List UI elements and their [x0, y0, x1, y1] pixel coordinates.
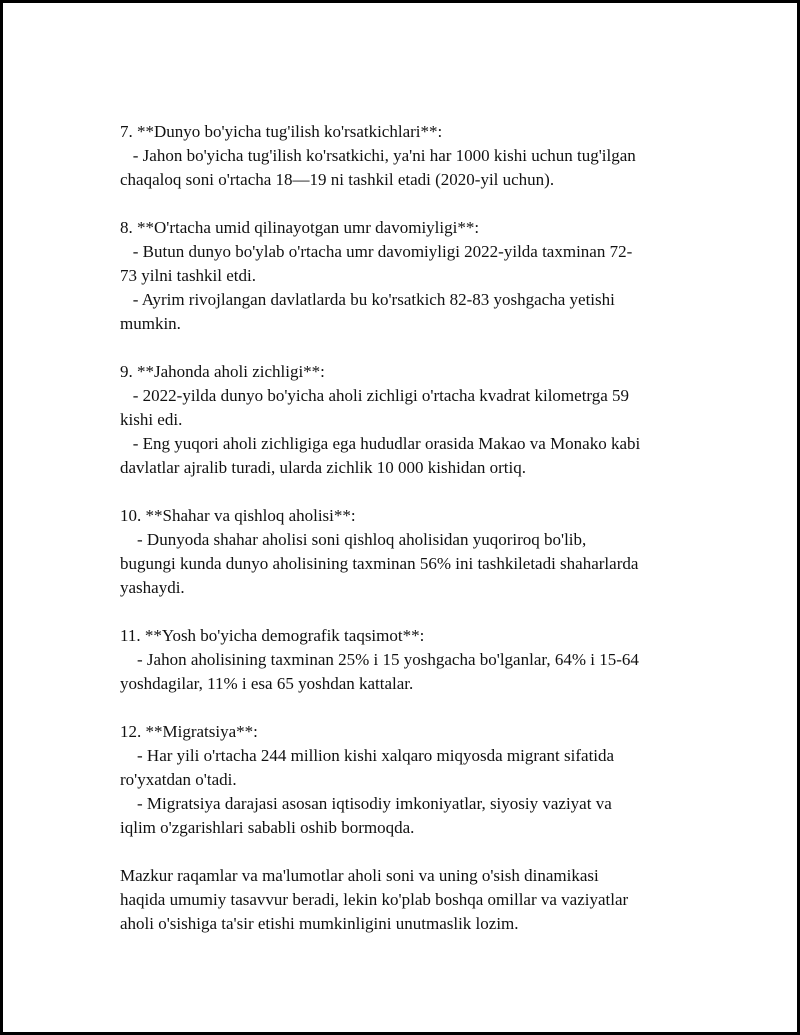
text-line: chaqaloq soni o'rtacha 18—19 ni tashkil etadi (2020-yil uchun). [120, 170, 555, 189]
text-line: bugungi kunda dunyo aholisining taxminan 56% ini tashkiletadi shaharlarda [120, 554, 639, 573]
text-line: - Jahon bo'yicha tug'ilish ko'rsatkichi, ya'ni har 1000 kishi uchun tug'ilgan [120, 146, 636, 165]
text-line: kishi edi. [120, 410, 183, 429]
text-line: yoshdagilar, 11% i esa 65 yoshdan kattalar. [120, 674, 414, 693]
text-line: - Eng yuqori aholi zichligiga ega hududlar orasida Makao va Monako kabi [120, 434, 641, 453]
text-line: - 2022-yilda dunyo bo'yicha aholi zichligi o'rtacha kvadrat kilometrga 59 [120, 386, 630, 405]
document-body [120, 120, 690, 960]
text-line: haqida umumiy tasavvur beradi, lekin ko'plab boshqa omillar va vaziyatlar [120, 890, 629, 909]
section-migration [120, 720, 690, 840]
section-birth-rate [120, 120, 690, 192]
conclusion-paragraph [120, 864, 690, 936]
text-line: ro'yxatdan o'tadi. [120, 770, 237, 789]
text-line: mumkin. [120, 314, 181, 333]
section-heading: 10. **Shahar va qishloq aholisi**: [120, 506, 356, 525]
section-population-density [120, 360, 690, 480]
section-heading: 9. **Jahonda aholi zichligi**: [120, 362, 325, 381]
section-heading: 7. **Dunyo bo'yicha tug'ilish ko'rsatkichlari**: [120, 122, 443, 141]
text-line: davlatlar ajralib turadi, ularda zichlik 10 000 kishidan ortiq. [120, 458, 526, 477]
section-age-distribution [120, 624, 690, 696]
text-line: aholi o'sishiga ta'sir etishi mumkinligini unutmaslik lozim. [120, 914, 519, 933]
text-line: - Ayrim rivojlangan davlatlarda bu ko'rsatkich 82-83 yoshgacha yetishi [120, 290, 615, 309]
section-urban-rural [120, 504, 690, 600]
section-heading: 8. **O'rtacha umid qilinayotgan umr davomiyligi**: [120, 218, 480, 237]
section-life-expectancy [120, 216, 690, 336]
section-heading: 11. **Yosh bo'yicha demografik taqsimot**: [120, 626, 425, 645]
text-line: yashaydi. [120, 578, 185, 597]
text-line: iqlim o'zgarishlari sababli oshib bormoqda. [120, 818, 415, 837]
text-line: - Har yili o'rtacha 244 million kishi xalqaro miqyosda migrant sifatida [120, 746, 615, 765]
text-line: 73 yilni tashkil etdi. [120, 266, 256, 285]
text-line: Mazkur raqamlar va ma'lumotlar aholi soni va uning o'sish dinamikasi [120, 866, 599, 885]
text-line: - Dunyoda shahar aholisi soni qishloq aholisidan yuqoriroq bo'lib, [120, 530, 587, 549]
text-line: - Jahon aholisining taxminan 25% i 15 yoshgacha bo'lganlar, 64% i 15-64 [120, 650, 639, 669]
text-line: - Butun dunyo bo'ylab o'rtacha umr davomiyligi 2022-yilda taxminan 72- [120, 242, 633, 261]
section-heading: 12. **Migratsiya**: [120, 722, 258, 741]
text-line: - Migratsiya darajasi asosan iqtisodiy imkoniyatlar, siyosiy vaziyat va [120, 794, 612, 813]
